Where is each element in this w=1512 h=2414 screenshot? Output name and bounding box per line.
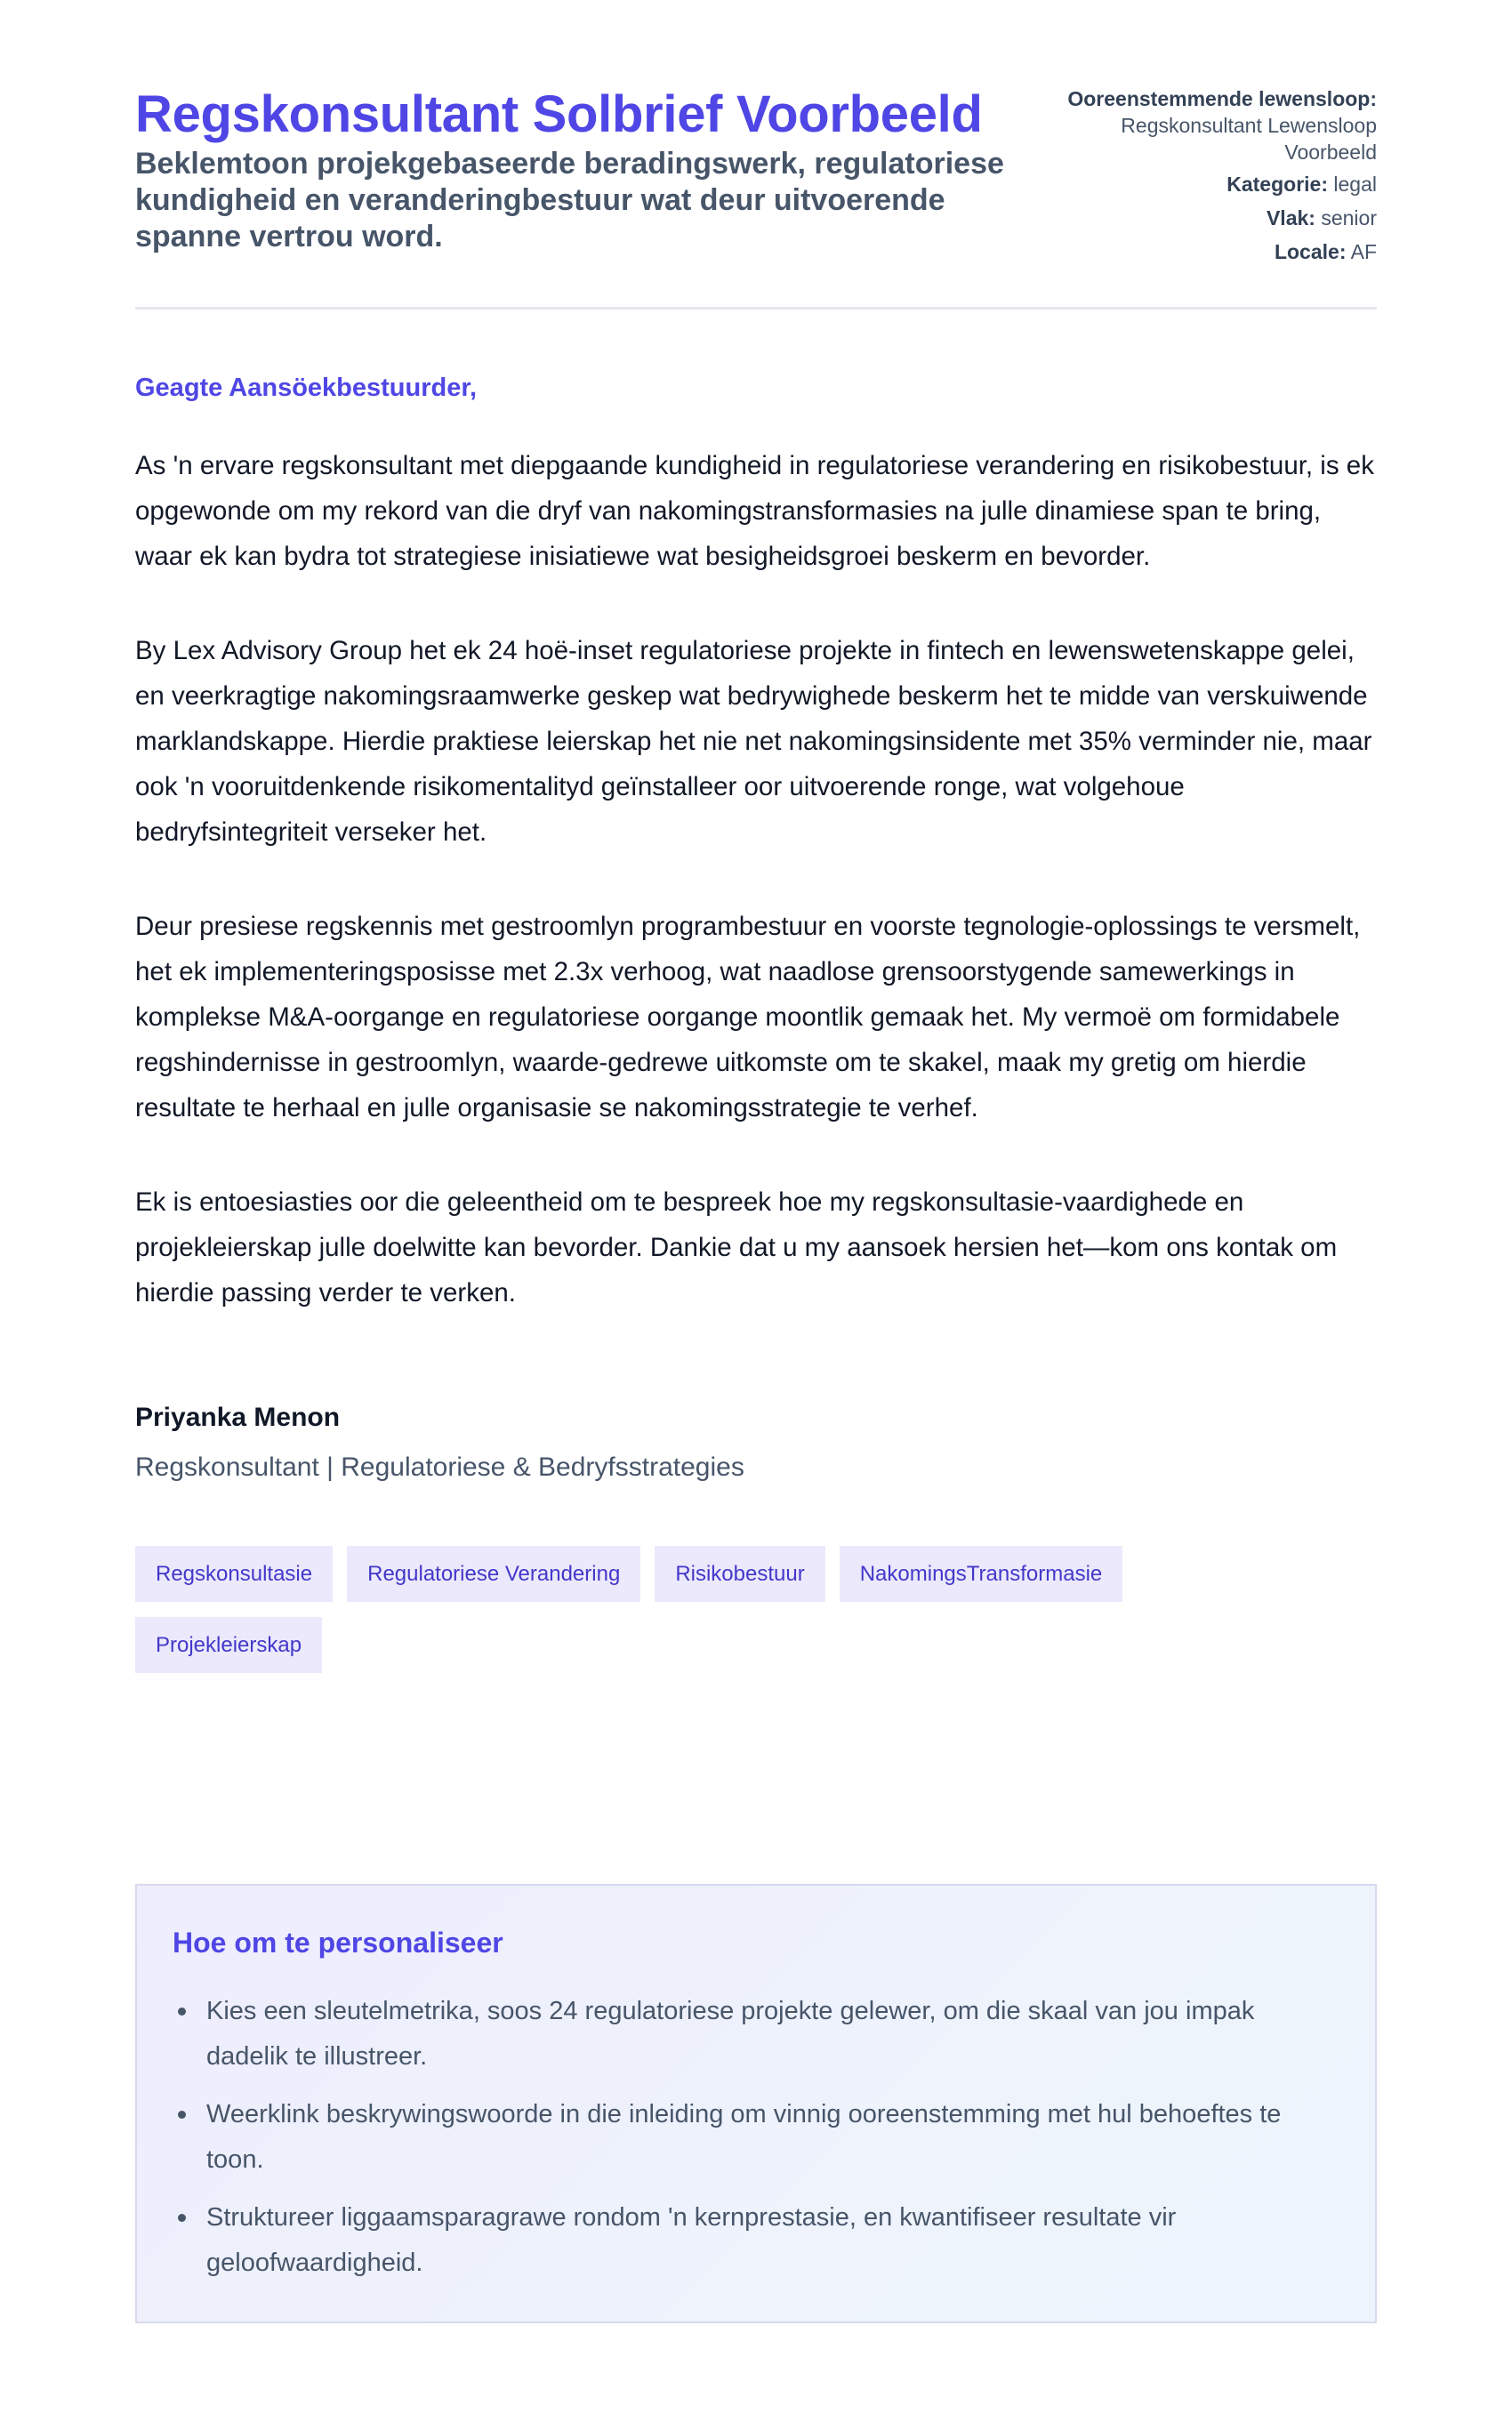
tips-list-item (173, 2195, 1339, 2286)
signature-title: Regskonsultant | Regulatoriese & Bedryfsstrategies (135, 1452, 744, 1482)
meta-category-label: Kategorie: (1226, 173, 1328, 196)
tips-list-item (173, 1989, 1339, 2080)
tag-projekleierskap[interactable]: Projekleierskap (135, 1617, 322, 1673)
letter-body (135, 372, 1377, 1316)
tag-list (135, 1546, 1291, 1673)
bullet-icon (178, 2214, 186, 2222)
meta-category (1057, 171, 1377, 197)
meta-category-value: legal (1333, 173, 1377, 196)
meta-panel (1057, 85, 1377, 272)
tips-list-item (173, 2092, 1339, 2183)
meta-level (1057, 205, 1377, 231)
letter-greeting: Geagte Aansöekbestuurder, (135, 374, 478, 402)
meta-locale-value: AF (1350, 240, 1377, 263)
bullet-icon (178, 2111, 186, 2119)
letter-paragraphs (135, 443, 1377, 1316)
letter-paragraph: As 'n ervare regskonsultant met diepgaande kundigheid in regulatoriese verandering en risikobestuur, is ek opgewonde om my rekord van die dryf van nakomingstransformasies na julle dinamiese span te bring, waar ek kan bydra tot strategiese inisiatiewe wat besigheidsgroei beskerm en bevorder. (135, 451, 1374, 571)
cover-letter-page (135, 0, 1377, 2277)
meta-level-value: senior (1321, 206, 1377, 229)
meta-locale (1057, 238, 1377, 265)
header-title-block (135, 85, 1042, 255)
signature-block (135, 1400, 1377, 1485)
tag-nakomingstransformasie[interactable]: NakomingsTransformasie (840, 1546, 1123, 1602)
page-header (135, 0, 1377, 310)
tag-risikobestuur[interactable]: Risikobestuur (655, 1546, 824, 1602)
letter-paragraph: Deur presiese regskennis met gestroomlyn programbestuur en voorste tegnologie-oplossings te versmelt, het ek implementeringsposisse met 2.3x verhoog, wat naadlose grensoorstygende samewerkings in komplekse M&A-oorgange en regulatoriese oorgange moontlik gemaak het. My vermoë om formidabele regshindernisse in gestroomlyn, waarde-gedrewe uitkomste om te skakel, maak my gretig om hierdie resultate te herhaal en julle organisasie se nakomingsstrategie te verhef. (135, 912, 1361, 1123)
tag-regskonsultasie[interactable]: Regskonsultasie (135, 1546, 333, 1602)
tips-item-text: Struktureer liggaamsparagrawe rondom 'n kernprestasie, en kwantifiseer resultate vir geloofwaardigheid. (206, 2203, 1177, 2277)
meta-level-label: Vlak: (1266, 206, 1315, 229)
page-subtitle: Beklemtoon projekgebaseerde beradingswerk, regulatoriese kundigheid en veranderingbestuur wat deur uitvoerende spanne vertrou word. (135, 147, 1004, 253)
meta-resume-label: Ooreenstemmende lewensloop: (1067, 87, 1377, 110)
meta-resume-value: Regskonsultant Lewensloop Voorbeeld (1121, 114, 1377, 164)
meta-resume (1057, 85, 1377, 165)
tips-title: Hoe om te personaliseer (173, 1927, 503, 1959)
meta-locale-label: Locale: (1274, 240, 1347, 263)
tips-item-text: Kies een sleutelmetrika, soos 24 regulatoriese projekte gelewer, om die skaal van jou impak dadelik te illustreer. (206, 1997, 1255, 2071)
tag-regulatoriese-verandering[interactable]: Regulatoriese Verandering (347, 1546, 640, 1602)
letter-paragraph: By Lex Advisory Group het ek 24 hoë-inset regulatoriese projekte in fintech en lewenswetenskappe gelei, en veerkragtige nakomingsraamwerke geskep wat bedrywighede beskerm het te midde van verskuiwende marklandskappe. Hierdie praktiese leierskap het nie net nakomingsinsidente met 35% verminder nie, maar ook 'n vooruitdenkende risikomentalityd geïnstalleer oor uitvoerende ronge, wat volgehoue bedryfsintegriteit verseker het. (135, 636, 1372, 847)
tips-item-text: Weerklink beskrywingswoorde in die inleiding om vinnig ooreenstemming met hul behoeftes te toon. (206, 2100, 1282, 2174)
tips-list (173, 1989, 1339, 2286)
personalization-tips-box (135, 1884, 1377, 2323)
page-title: Regskonsultant Solbrief Voorbeeld (135, 85, 983, 143)
bullet-icon (178, 2008, 186, 2016)
signature-name: Priyanka Menon (135, 1403, 341, 1432)
letter-paragraph: Ek is entoesiasties oor die geleentheid om te bespreek hoe my regskonsultasie-vaardighede en projekleierskap julle doelwitte kan bevorder. Dankie dat u my aansoek hersien het—kom ons kontak om hierdie passing verder te verken. (135, 1187, 1338, 1308)
